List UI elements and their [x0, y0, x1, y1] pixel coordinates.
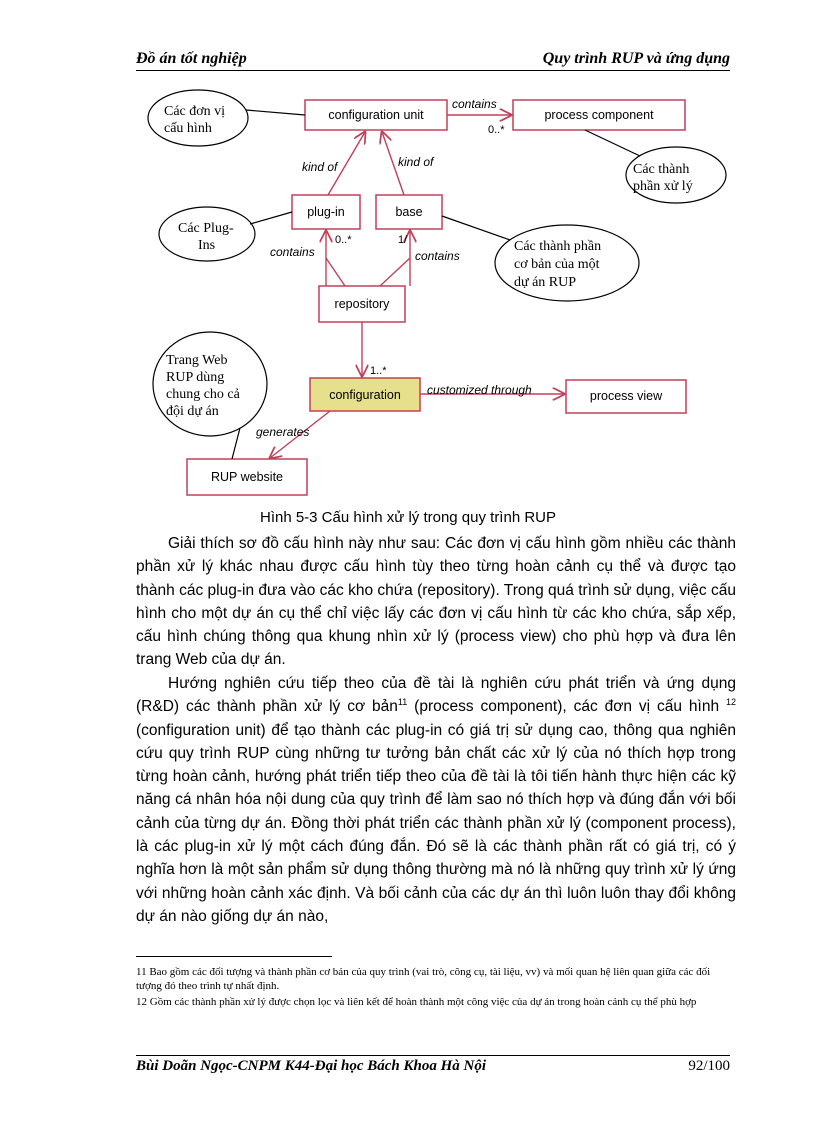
box-plug-in: [292, 195, 360, 229]
label-contains-right: contains: [415, 249, 460, 263]
header-rule: [136, 70, 730, 71]
bubble-process-component: [585, 130, 726, 203]
label-contains-left: contains: [270, 245, 315, 259]
line-repo-right: [380, 258, 410, 286]
svg-text:process view: process view: [589, 389, 663, 403]
bubble-base: [442, 216, 639, 301]
svg-text:plug-in: plug-in: [307, 205, 345, 219]
svg-text:đội dự án: đội dự án: [166, 404, 219, 419]
svg-text:cấu hình: cấu hình: [164, 121, 212, 136]
footnote-ref-11[interactable]: 11: [397, 697, 408, 708]
box-process-component: [513, 100, 685, 130]
page-number: 92/100: [688, 1058, 730, 1074]
bubble-web: [153, 332, 267, 459]
mult-process-component: 0..*: [488, 124, 505, 136]
svg-text:configuration: configuration: [329, 388, 401, 402]
svg-text:Ins: Ins: [198, 238, 216, 253]
svg-text:chung cho cả: chung cho cả: [166, 387, 240, 402]
label-kind-of-left: kind of: [302, 160, 338, 174]
footer-author: Bùi Doãn Ngọc-CNPM K44-Đại học Bách Khoa Hà Nội: [136, 1058, 487, 1074]
footer-rule: [136, 1055, 730, 1056]
box-configuration-unit: [305, 100, 447, 130]
header-subtitle: Quy trình RUP và ứng dụng: [542, 50, 730, 67]
footnote-11: 11 Bao gồm các đối tượng và thành phần cơ bản của quy trình (vai trò, công cụ, tài liệu, vv) và mối quan hệ liên quan giữa các đối tượng đó theo trình tự nhất định.: [136, 966, 711, 992]
mult-plug-in: 0..*: [335, 234, 352, 246]
box-rup-website: [187, 459, 307, 495]
bubble-config-unit: [148, 90, 305, 146]
figure-caption: Hình 5-3 Cấu hình xử lý trong quy trình RUP: [259, 509, 556, 526]
svg-text:RUP dùng: RUP dùng: [166, 370, 225, 385]
svg-text:phần xử lý: phần xử lý: [633, 179, 693, 194]
mult-base: 1/: [398, 234, 408, 246]
label-customized-through: customized through: [427, 383, 532, 397]
box-configuration: [310, 378, 420, 411]
svg-text:cơ bản của một: cơ bản của một: [514, 257, 600, 272]
label-contains-top: contains: [452, 97, 497, 111]
svg-text:Các đơn vị: Các đơn vị: [164, 104, 226, 119]
label-kind-of-right: kind of: [398, 155, 434, 169]
svg-text:Các Plug-: Các Plug-: [178, 221, 234, 236]
footnote-12: 12 Gồm các thành phần xử lý được chọn lọc và liên kết để hoàn thành một công việc của dự án trong hoàn cảnh cụ thể phù hợp: [136, 996, 697, 1008]
svg-text:Trang Web: Trang Web: [166, 353, 228, 368]
svg-text:base: base: [395, 205, 423, 219]
mult-configuration: 1..*: [370, 365, 387, 377]
paragraph-1: Giải thích sơ đồ cấu hình này như sau: Các đơn vị cấu hình gồm nhiều các thành phần xử lý khác nhau được cấu hình tùy theo từng hoàn cảnh cụ thể và được tạo thành các plug-in đưa vào các kho chứa (repository). Trong quá trình sử dụng, việc cấu hình cho một dự án cụ thể chỉ việc lấy các đơn vị cấu hình từ các kho chứa, sắp xếp, cấu hình chúng thông qua khung nhìn xử lý (process view) cho phù hợp và đưa lên trang Web của dự án.: [136, 535, 736, 669]
footnote-rule: [136, 956, 332, 957]
paragraph-2: Hướng nghiên cứu tiếp theo của đề tài là nghiên cứu phát triển và ứng dụng (R&D) các thành phần xử lý cơ bản$^{11}$ (process component), các đơn vị cấu hình $^{12}$ (configuration unit) để tạo thành các plug-in có giá trị sử dụng cao, thông qua nghiên cứu quy trình RUP cùng những tư tưởng bản chất các xử lý của nó thích hợp trong từng hoàn cảnh, hướng phát triển tiếp theo của đề tài là tôi tiến hành thực hiện các kỹ năng cá nhân hóa nội dung của quy trình để làm sao nó thích hợp và đúng đắn với bối cảnh của từng dự án. Đồng thời phát triển các thành phần xử lý (component process), là các plug-in xử lý một cách đúng đắn. Đó sẽ là các thành phần rất có giá trị, có ý nghĩa hơn là một sản phẩm sử dụng thông thường mà nó là những quy trình xử lý ứng với những hoàn cảnh xác định. Và bối cảnh của các dự án thì luôn luôn thay đổi không dự án nào giống dự án nào,: [136, 675, 737, 925]
label-generates: generates: [256, 425, 310, 439]
svg-text:configuration unit: configuration unit: [328, 108, 424, 122]
header-title: Đồ án tốt nghiệp: [136, 50, 247, 67]
box-repository: [319, 286, 405, 322]
footnote-ref-12[interactable]: 12: [726, 697, 737, 708]
svg-text:Các thành: Các thành: [633, 162, 690, 177]
svg-text:process component: process component: [544, 108, 654, 122]
rup-configuration-diagram: [130, 88, 730, 508]
svg-text:dự án RUP: dự án RUP: [514, 275, 577, 290]
svg-text:repository: repository: [334, 297, 390, 311]
box-process-view: [566, 380, 686, 413]
line-repo-left: [326, 258, 345, 286]
svg-text:RUP website: RUP website: [210, 470, 284, 484]
svg-text:Các thành phần: Các thành phần: [514, 239, 602, 254]
box-base: [376, 195, 442, 229]
